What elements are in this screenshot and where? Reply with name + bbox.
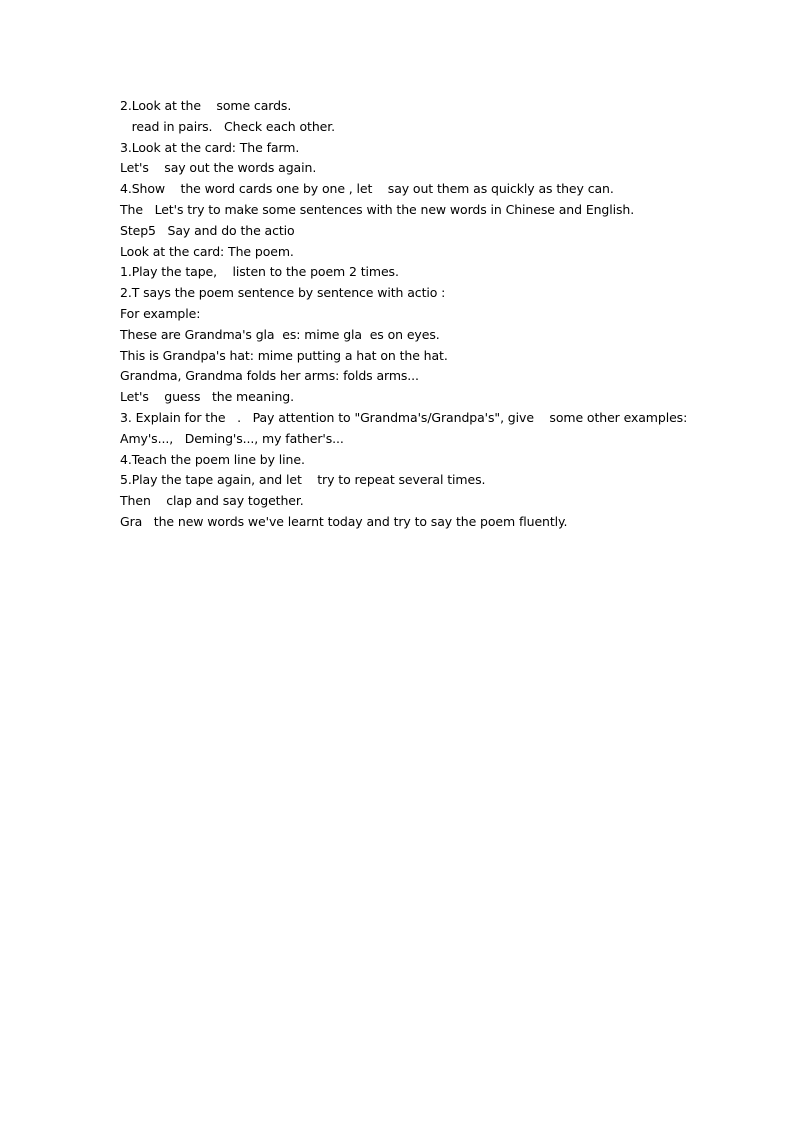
lesson-text-block [120, 96, 740, 533]
text-line: Gra the new words we've learnt today and try to say the poem fluently. [120, 513, 568, 529]
text-line: Step5 Say and do the actio [120, 222, 295, 238]
text-line: 1.Play the tape, listen to the poem 2 times. [120, 264, 399, 280]
text-line: Let's guess the meaning. [120, 389, 295, 405]
text-line: 4.Teach the poem line by line. [120, 451, 305, 467]
text-line: Amy's..., Deming's..., my father's... [120, 430, 344, 446]
text-line: Let's say out the words again. [120, 160, 317, 176]
text-line: Grandma, Grandma folds her arms: folds arms... [120, 368, 419, 384]
text-line: read in pairs. Check each other. [120, 118, 335, 134]
text-line: 3.Look at the card: The farm. [120, 139, 300, 155]
text-line: 2.Look at the some cards. [120, 98, 292, 113]
text-line: Then clap and say together. [120, 493, 304, 509]
text-line: This is Grandpa's hat: mime putting a hat on the hat. [120, 347, 448, 363]
text-line: For example: [120, 305, 201, 321]
text-line: The Let's try to make some sentences with the new words in Chinese and English. [120, 201, 635, 217]
text-line: 3. Explain for the . Pay attention to "Grandma's/Grandpa's", give some other examples: [120, 409, 688, 425]
text-line: 4.Show the word cards one by one , let say out them as quickly as they can. [120, 181, 614, 197]
text-line: 5.Play the tape again, and let try to repeat several times. [120, 472, 486, 488]
text-line: These are Grandma's gla es: mime gla es on eyes. [120, 326, 440, 342]
text-line: Look at the card: The poem. [120, 243, 294, 259]
text-line: 2.T says the poem sentence by sentence with actio : [120, 285, 446, 301]
